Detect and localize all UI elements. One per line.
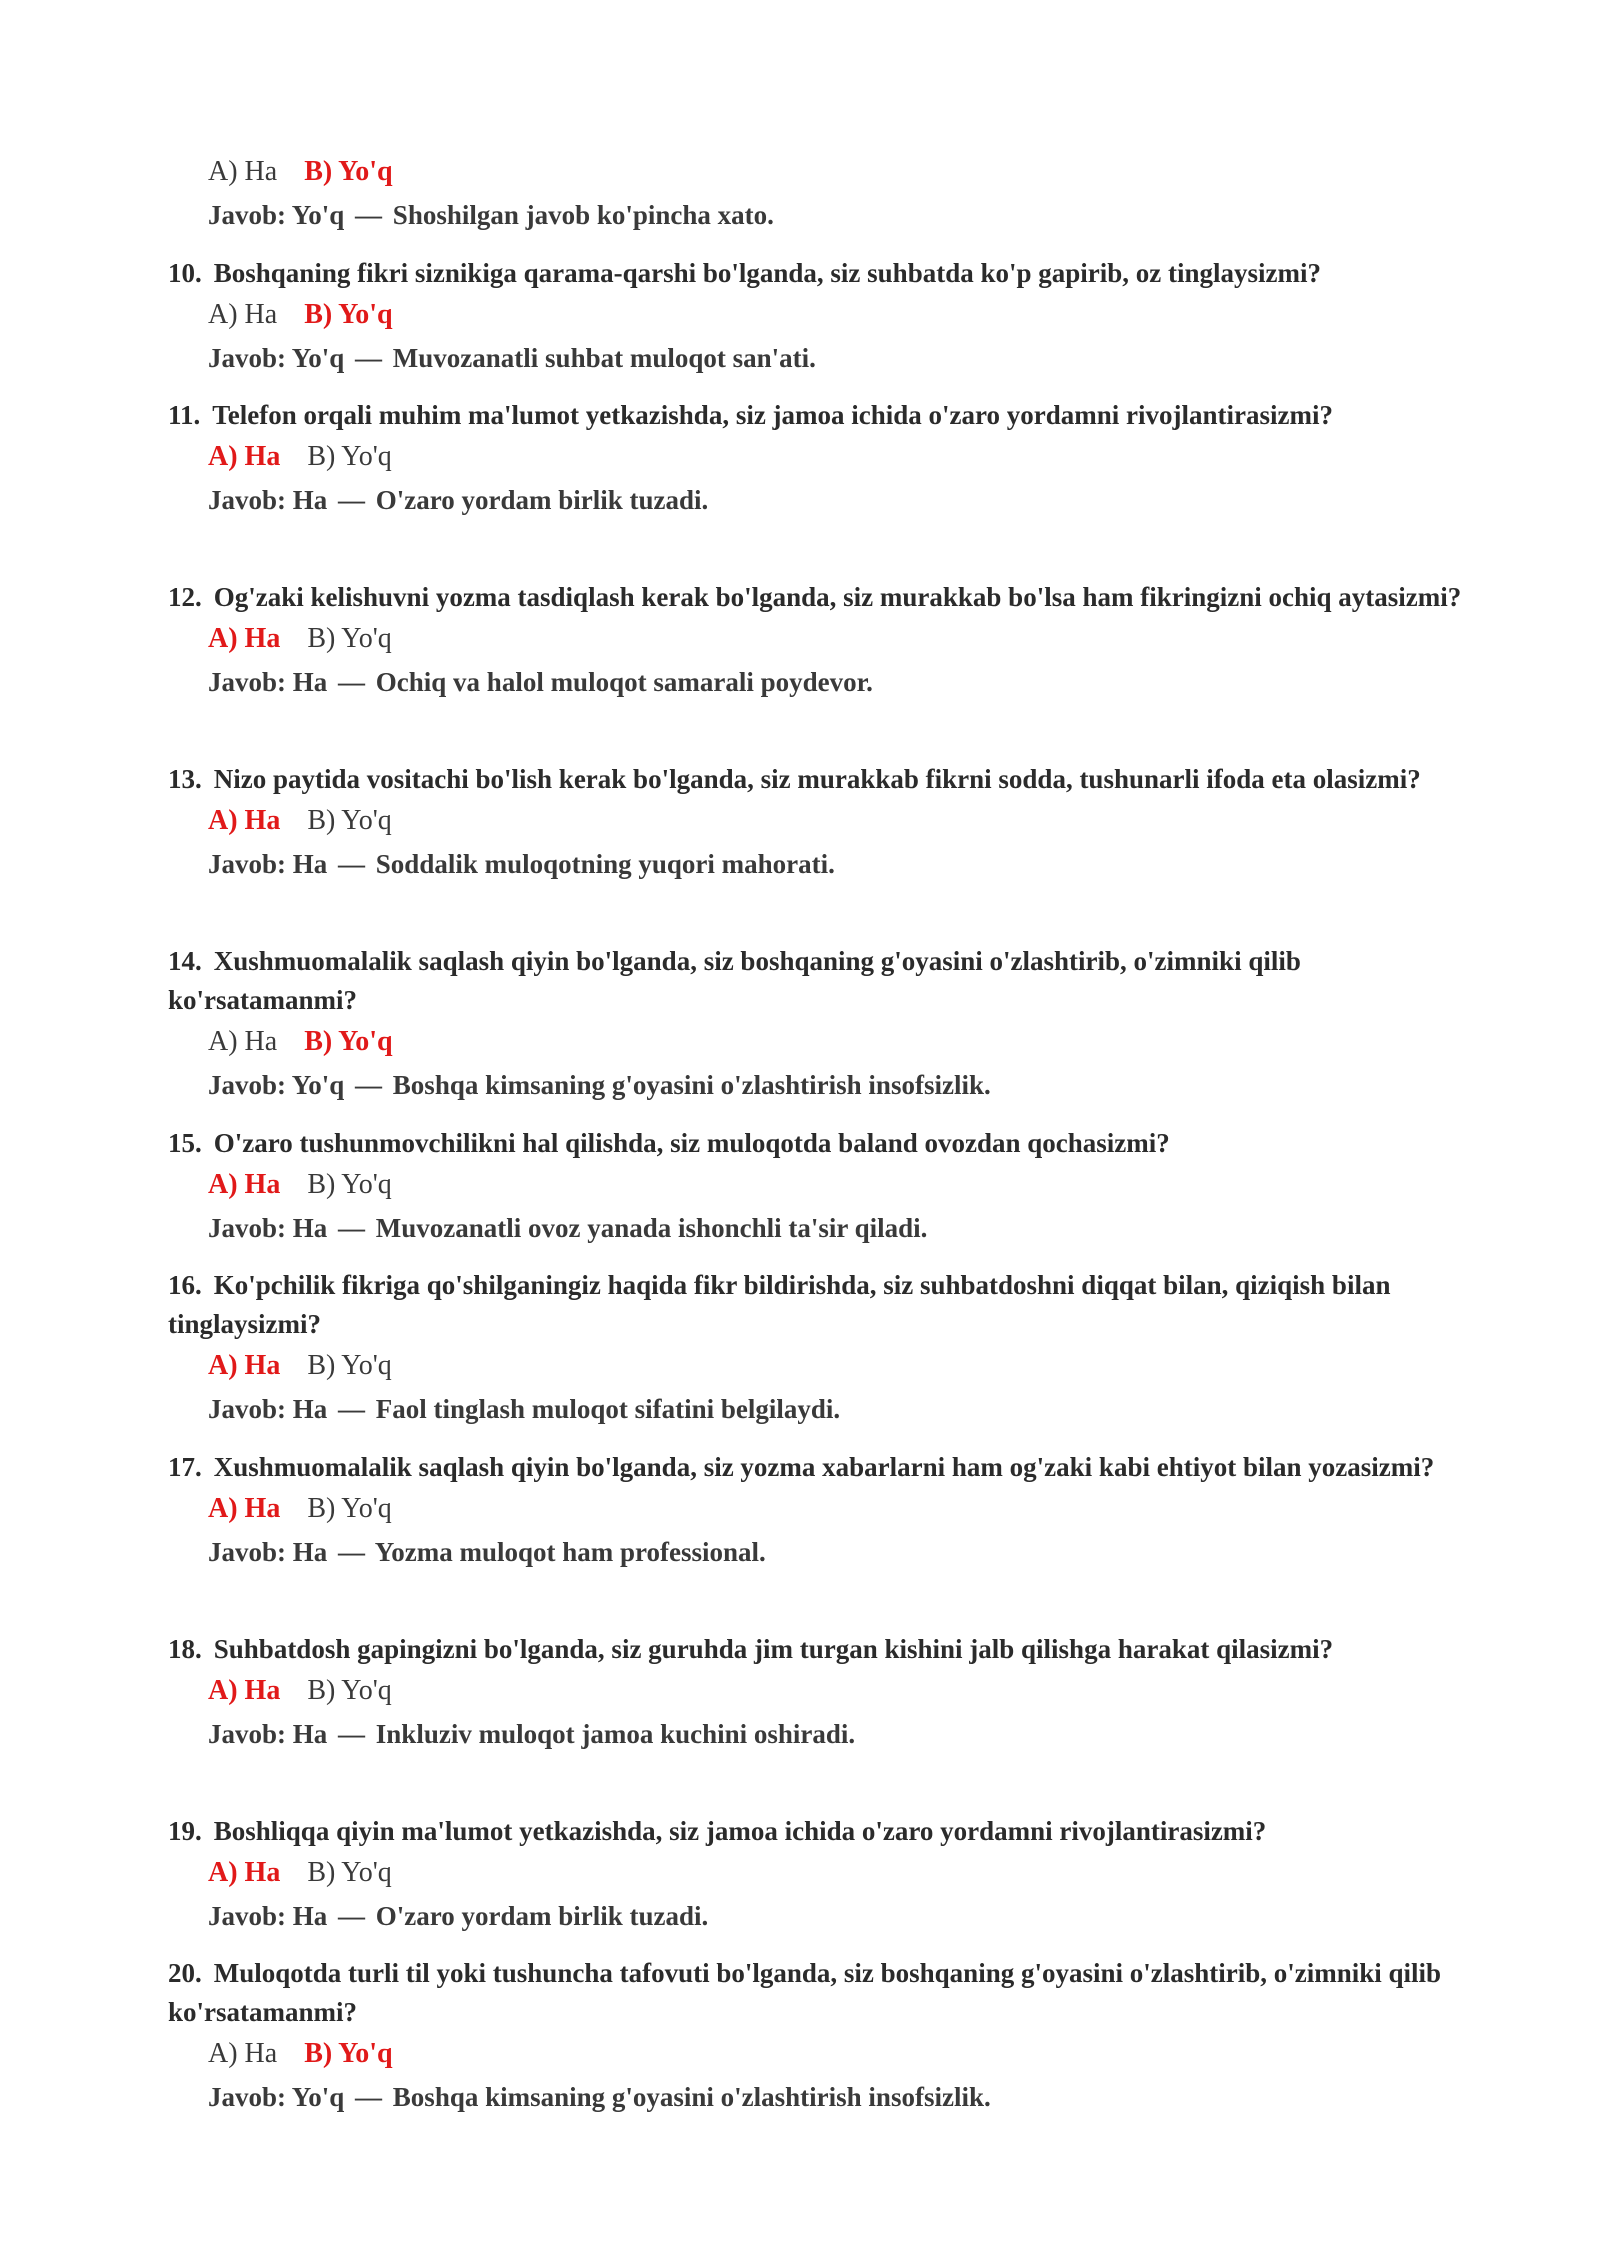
question-text <box>168 396 1468 435</box>
answer-separator: — <box>338 1537 366 1567</box>
answer-label: Javob: <box>208 200 287 230</box>
question-number: 11. <box>168 400 201 430</box>
question-body: Ko'pchilik fikriga qo'shilganingiz haqida fikr bildirishda, siz suhbatdoshni diqqat bilan, qiziqish bilan tinglaysizmi? <box>168 1270 1391 1339</box>
answer-value: Ha <box>292 485 328 515</box>
option-a: A) Ha <box>208 805 281 836</box>
question-text <box>168 1954 1468 2032</box>
answer-note: Inkluziv muloqot jamoa kuchini oshiradi. <box>375 1719 856 1749</box>
option-b: B) Yo'q <box>307 623 392 654</box>
answer-note: Soddalik muloqotning yuqori mahorati. <box>375 849 835 879</box>
answer-label: Javob: <box>208 1213 287 1243</box>
question-text <box>168 942 1468 1020</box>
question-19 <box>168 1812 1468 1936</box>
options-row <box>208 801 1468 841</box>
answer-value: Ha <box>292 1719 328 1749</box>
answer-note: O'zaro yordam birlik tuzadi. <box>375 485 709 515</box>
option-a: A) Ha <box>208 2038 278 2069</box>
question-14 <box>168 942 1468 1105</box>
question-13 <box>168 760 1468 884</box>
answer-separator: — <box>355 343 383 373</box>
question-15 <box>168 1124 1468 1248</box>
question-number: 13. <box>168 764 202 794</box>
question-number: 20. <box>168 1958 202 1988</box>
question-text <box>168 1448 1468 1487</box>
answer-note: Shoshilgan javob ko'pincha xato. <box>392 200 774 230</box>
option-b: B) Yo'q <box>307 1675 392 1706</box>
question-body: Boshqaning fikri siznikiga qarama-qarshi bo'lganda, siz suhbatda ko'p gapirib, oz tinglaysizmi? <box>213 258 1322 288</box>
answer-note: Muvozanatli suhbat muloqot san'ati. <box>392 343 816 373</box>
answer-line <box>208 1208 1468 1248</box>
question-body: O'zaro tushunmovchilikni hal qilishda, siz muloqotda baland ovozdan qochasizmi? <box>213 1128 1170 1158</box>
question-20 <box>168 1954 1468 2117</box>
question-text <box>168 254 1468 293</box>
question-body: Muloqotda turli til yoki tushuncha tafovuti bo'lganda, siz boshqaning g'oyasini o'zlashtirib, o'zimniki qilib ko'rsatamanmi? <box>168 1958 1442 2027</box>
options-row <box>208 1022 1468 1062</box>
answer-line <box>208 1714 1468 1754</box>
question-body: Nizo paytida vositachi bo'lish kerak bo'lganda, siz murakkab fikrni sodda, tushunarli ifoda eta olasizmi? <box>213 764 1421 794</box>
question-number: 14. <box>168 946 202 976</box>
answer-line <box>208 1532 1468 1572</box>
answer-line <box>208 1389 1468 1429</box>
question-17 <box>168 1448 1468 1572</box>
options-row <box>208 1489 1468 1529</box>
option-b: B) Yo'q <box>304 156 393 187</box>
answer-value: Ha <box>292 1394 328 1424</box>
answer-note: Ochiq va halol muloqot samarali poydevor. <box>375 667 873 697</box>
answer-label: Javob: <box>208 343 287 373</box>
option-a: A) Ha <box>208 441 281 472</box>
answer-value: Ha <box>292 1213 328 1243</box>
option-b: B) Yo'q <box>304 299 393 330</box>
options-row <box>208 437 1468 477</box>
answer-value: Ha <box>292 1537 328 1567</box>
options-row <box>208 295 1468 335</box>
answer-separator: — <box>338 849 366 879</box>
question-body: Suhbatdosh gapingizni bo'lganda, siz guruhda jim turgan kishini jalb qilishga harakat qilasizmi? <box>213 1634 1334 1664</box>
answer-value: Ha <box>292 667 328 697</box>
option-b: B) Yo'q <box>304 1026 393 1057</box>
question-text <box>168 1124 1468 1163</box>
answer-line <box>208 480 1468 520</box>
question-number: 15. <box>168 1128 202 1158</box>
option-a: A) Ha <box>208 1493 281 1524</box>
answer-line <box>208 338 1468 378</box>
answer-line <box>208 1896 1468 1936</box>
options-row <box>208 1853 1468 1893</box>
question-10 <box>168 254 1468 378</box>
option-b: B) Yo'q <box>307 1493 392 1524</box>
answer-value: Yo'q <box>291 1070 345 1100</box>
question-number: 18. <box>168 1634 202 1664</box>
question-text <box>168 1630 1468 1669</box>
answer-separator: — <box>338 1394 366 1424</box>
option-b: B) Yo'q <box>307 805 392 836</box>
answer-value: Ha <box>292 849 328 879</box>
answer-label: Javob: <box>208 1719 287 1749</box>
answer-separator: — <box>338 667 366 697</box>
question-body: Xushmuomalalik saqlash qiyin bo'lganda, siz boshqaning g'oyasini o'zlashtirib, o'zimniki qilib ko'rsatamanmi? <box>168 946 1301 1015</box>
question-text <box>168 1812 1468 1851</box>
option-a: A) Ha <box>208 1169 281 1200</box>
answer-line <box>208 662 1468 702</box>
options-row <box>208 1346 1468 1386</box>
answer-note: Boshqa kimsaning g'oyasini o'zlashtirish insofsizlik. <box>392 1070 991 1100</box>
answer-value: Yo'q <box>291 2082 345 2112</box>
options-row <box>208 2034 1468 2074</box>
question-body: Boshliqqa qiyin ma'lumot yetkazishda, siz jamoa ichida o'zaro yordamni rivojlantirasizmi? <box>213 1816 1267 1846</box>
answer-note: Yozma muloqot ham professional. <box>374 1537 766 1567</box>
answer-line <box>208 844 1468 884</box>
question-body: Og'zaki kelishuvni yozma tasdiqlash kerak bo'lganda, siz murakkab bo'lsa ham fikringizni ochiq aytasizmi? <box>213 582 1462 612</box>
option-a: A) Ha <box>208 299 278 330</box>
answer-line <box>208 2077 1468 2117</box>
answer-value: Yo'q <box>291 343 345 373</box>
question-12 <box>168 578 1468 702</box>
answer-label: Javob: <box>208 2082 287 2112</box>
answer-separator: — <box>338 485 366 515</box>
answer-separator: — <box>338 1719 366 1749</box>
option-a: A) Ha <box>208 623 281 654</box>
question-text <box>168 1266 1468 1344</box>
option-b: B) Yo'q <box>307 1169 392 1200</box>
question-body: Telefon orqali muhim ma'lumot yetkazishda, siz jamoa ichida o'zaro yordamni rivojlantirasizmi? <box>212 400 1334 430</box>
question-number: 17. <box>168 1452 202 1482</box>
option-a: A) Ha <box>208 1350 281 1381</box>
option-a: A) Ha <box>208 1857 281 1888</box>
answer-value: Ha <box>292 1901 328 1931</box>
question-number: 12. <box>168 582 202 612</box>
question-text <box>168 578 1468 617</box>
option-a: A) Ha <box>208 1026 278 1057</box>
answer-separator: — <box>338 1213 366 1243</box>
answer-label: Javob: <box>208 485 287 515</box>
answer-note: Muvozanatli ovoz yanada ishonchli ta'sir qiladi. <box>375 1213 928 1243</box>
option-b: B) Yo'q <box>304 2038 393 2069</box>
options-row <box>208 1671 1468 1711</box>
answer-note: Boshqa kimsaning g'oyasini o'zlashtirish insofsizlik. <box>392 2082 991 2112</box>
question-body: Xushmuomalalik saqlash qiyin bo'lganda, siz yozma xabarlarni ham og'zaki kabi ehtiyot bilan yozasizmi? <box>213 1452 1435 1482</box>
options-row <box>208 619 1468 659</box>
answer-separator: — <box>355 2082 383 2112</box>
options-row <box>208 152 1468 192</box>
answer-value: Yo'q <box>291 200 345 230</box>
answer-separator: — <box>355 200 383 230</box>
answer-label: Javob: <box>208 1070 287 1100</box>
question-number: 19. <box>168 1816 202 1846</box>
answer-label: Javob: <box>208 1537 287 1567</box>
question-9-tail <box>168 150 1468 235</box>
option-a: A) Ha <box>208 156 278 187</box>
answer-label: Javob: <box>208 667 287 697</box>
answer-line <box>208 1065 1468 1105</box>
options-row <box>208 1165 1468 1205</box>
answer-note: Faol tinglash muloqot sifatini belgilaydi. <box>375 1394 841 1424</box>
question-text <box>168 760 1468 799</box>
answer-separator: — <box>338 1901 366 1931</box>
answer-label: Javob: <box>208 1394 287 1424</box>
answer-note: O'zaro yordam birlik tuzadi. <box>375 1901 709 1931</box>
option-b: B) Yo'q <box>307 1350 392 1381</box>
option-a: A) Ha <box>208 1675 281 1706</box>
answer-line <box>208 195 1468 235</box>
option-b: B) Yo'q <box>307 1857 392 1888</box>
option-b: B) Yo'q <box>307 441 392 472</box>
question-18 <box>168 1630 1468 1754</box>
question-16 <box>168 1266 1468 1429</box>
answer-label: Javob: <box>208 1901 287 1931</box>
answer-separator: — <box>355 1070 383 1100</box>
question-number: 10. <box>168 258 202 288</box>
answer-label: Javob: <box>208 849 287 879</box>
question-11 <box>168 396 1468 520</box>
question-number: 16. <box>168 1270 202 1300</box>
